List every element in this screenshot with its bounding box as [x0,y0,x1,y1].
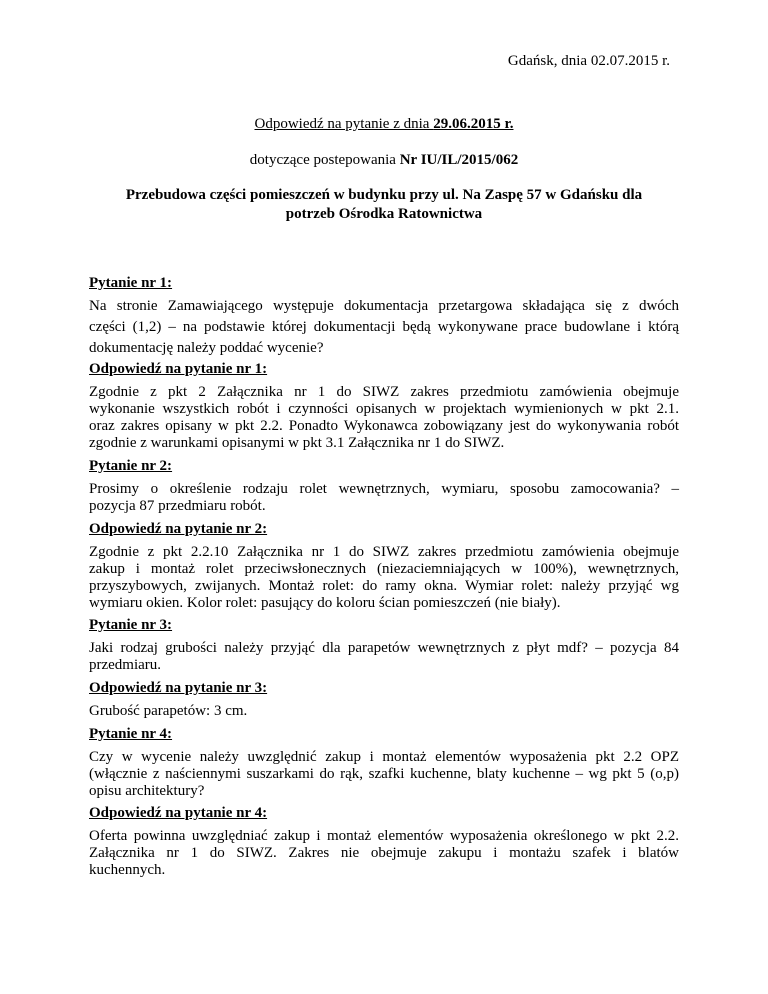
question-2-line: Prosimy o określenie rodzaju rolet wewnętrznych, wymiaru, sposobu zamocowania? – [89,481,679,497]
place-date: Gdańsk, dnia 02.07.2015 r. [507,53,670,69]
document-title-line-2: potrzeb Ośrodka Ratownictwa [285,206,483,222]
proceeding-reference [0,151,768,170]
question-4-line: opisu architektury? [89,783,205,799]
answer-1-line: Zgodnie z pkt 2 Załącznika nr 1 do SIWZ zakres przedmiotu zamówienia obejmuje [89,384,679,400]
question-1-line: dokumentację należy poddać wycenie? [89,340,324,356]
question-1-heading: Pytanie nr 1: [89,275,173,291]
question-4-line: Czy w wycenie należy uwzględnić zakup i montaż elementów wyposażenia pkt 2.2 OPZ [89,749,679,765]
answer-2-heading: Odpowiedź na pytanie nr 2: [89,521,268,537]
answer-2-line: Zgodnie z pkt 2.2.10 Załącznika nr 1 do SIWZ zakres przedmiotu zamówienia obejmuje [89,544,679,560]
document-title-line-1: Przebudowa części pomieszczeń w budynku przy ul. Na Zaspę 57 w Gdańsku dla [125,187,643,203]
proceeding-number: Nr IU/IL/2015/062 [399,152,519,168]
answer-reference-date: 29.06.2015 r. [433,116,514,132]
answer-4-line: Załącznika nr 1 do SIWZ. Zakres nie obejmuje zakupu i montażu szafek i blatów [89,845,679,861]
answer-4-heading: Odpowiedź na pytanie nr 4: [89,805,268,821]
question-2-line: pozycja 87 przedmiaru robót. [89,498,266,514]
answer-3-heading: Odpowiedź na pytanie nr 3: [89,680,268,696]
question-1-line: części (1,2) – na podstawie której dokumentacji będą wykonywane prace budowlane i którą [89,319,679,335]
answer-1-heading: Odpowiedź na pytanie nr 1: [89,361,268,377]
question-3-line: przedmiaru. [89,657,162,673]
question-4-heading: Pytanie nr 4: [89,726,173,742]
answer-4-line: kuchennych. [89,862,166,878]
answer-reference-prefix: Odpowiedź na pytanie z dnia [254,116,434,132]
question-2-heading: Pytanie nr 2: [89,458,173,474]
answer-1-line: oraz zakres opisany w pkt 2.2. Ponadto Wykonawca zobowiązany jest do wykonywania robót [89,418,679,434]
question-4-line: (włącznie z naściennymi suszarkami do rąk, szafki kuchenne, blaty kuchenne – wg pkt 5 (o,p) [89,766,679,782]
answer-2-line: przyszybowych, zwijanych. Montaż rolet: do ramy okna. Wymiar rolet: należy przyjąć wg [89,578,679,594]
answer-1-line: wykonanie wszystkich robót i czynności opisanych w projektach wymienionych w pkt 2.1. [89,401,679,417]
answer-1-line: zgodnie z warunkami opisanymi w pkt 3.1 Załącznika nr 1 do SIWZ. [89,435,505,451]
answer-reference [0,115,768,134]
proceeding-prefix: dotyczące postepowania [249,152,400,168]
answer-3-line: Grubość parapetów: 3 cm. [89,703,248,719]
answer-2-line: zakup i montaż rolet przeciwsłonecznych (niezaciemniających w 100%), wewnętrznych, [89,561,679,577]
question-3-line: Jaki rodzaj grubości należy przyjąć dla parapetów wewnętrznych z płyt mdf? – pozycja 84 [89,640,679,656]
answer-2-line: wymiaru okien. Kolor rolet: pasujący do koloru ścian pomieszczeń (nie biały). [89,595,561,611]
question-3-heading: Pytanie nr 3: [89,617,173,633]
question-1-line: Na stronie Zamawiającego występuje dokumentacja przetargowa składająca się z dwóch [89,298,679,314]
answer-4-line: Oferta powinna uwzględniać zakup i montaż elementów wyposażenia określonego w pkt 2.2. [89,828,679,844]
